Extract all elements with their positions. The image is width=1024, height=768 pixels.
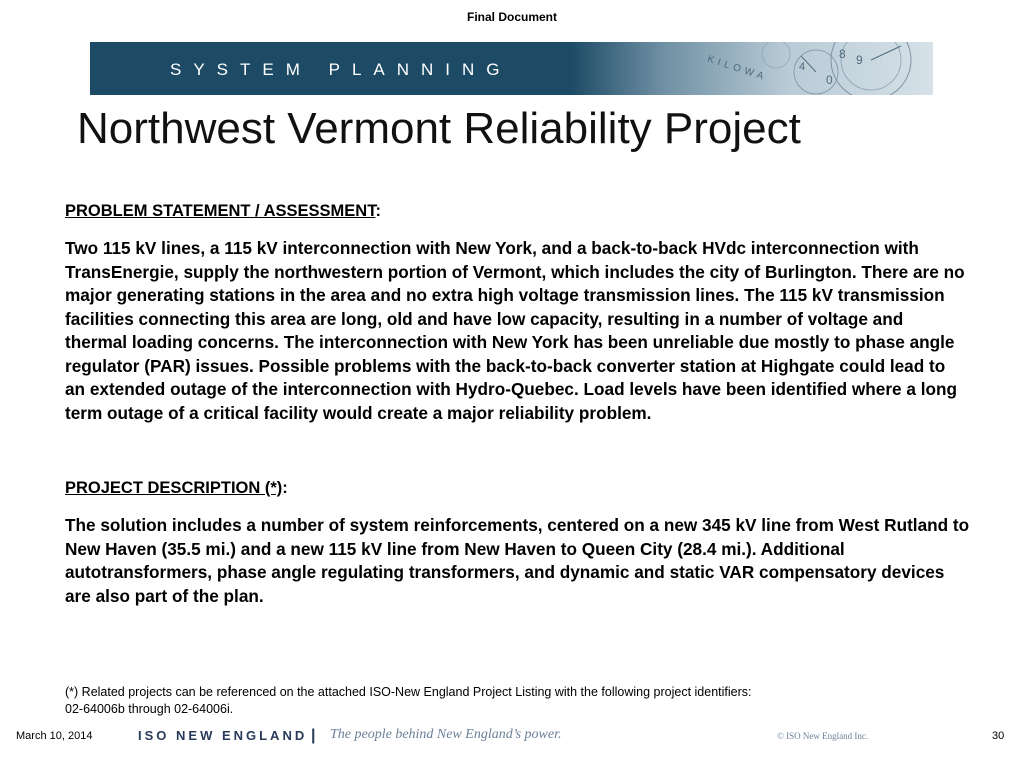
footer-separator: |: [311, 727, 316, 744]
note-line-1: (*) Related projects can be referenced on the attached ISO-New England Project Listing with the following project identifiers:: [65, 685, 752, 699]
footer-org-name: ISO NEW ENGLAND: [138, 728, 308, 743]
note-line-2: 02-64006b through 02-64006i.: [65, 702, 234, 716]
project-heading-colon: :: [282, 479, 288, 497]
project-description-body: The solution includes a number of system reinforcements, centered on a new 345 kV line from West Rutland to New Haven (35.5 mi.) and a new 115 kV line from New Haven to Queen City (28.4 mi.). Additional autotransformers, phase angle regulating transformers, and dynamic and static VAR compensatory devices are also part of the plan.: [65, 515, 970, 606]
svg-text:9: 9: [856, 53, 863, 67]
kilowatt-meter-graphic: [571, 42, 933, 95]
related-projects-note: [65, 684, 965, 718]
svg-text:0: 0: [826, 73, 833, 87]
svg-text:8: 8: [839, 47, 846, 61]
footer-date: March 10, 2014: [16, 730, 93, 742]
problem-statement-body: Two 115 kV lines, a 115 kV interconnection with New York, and a back-to-back HVdc interconnection with TransEnergie, supply the northwestern portion of Vermont, which includes the city of Burlington. There are no major generating stations in the area and no extra high voltage transmission lines. The 115 kV transmission facilities connecting this area are long, old and have low capacity, resulting in a number of voltage and thermal loading concerns. The interconnection with New York has been unreliable due mostly to phase angle regulator (PAR) issues. Possible problems with the back-to-back converter station at Highgate could lead to an extended outage of the interconnection with Hydro-Quebec. Load levels have been identified where a long term outage of a critical facility would create a major reliability problem.: [65, 238, 965, 423]
svg-text:4: 4: [799, 61, 806, 73]
banner-title: SYSTEM PLANNING: [170, 60, 512, 79]
problem-heading-colon: :: [375, 202, 381, 220]
problem-heading: [65, 202, 381, 221]
footer-tagline: The people behind New England’s power.: [330, 727, 562, 742]
page-number: 30: [992, 730, 1005, 742]
page-title: Northwest Vermont Reliability Project: [77, 104, 801, 153]
document-status-label: Final Document: [466, 10, 557, 24]
footer-copyright: © ISO New England Inc.: [777, 731, 869, 741]
problem-heading-text: PROBLEM STATEMENT / ASSESSMENT: [65, 202, 376, 220]
project-heading: [65, 479, 288, 498]
project-heading-text: PROJECT DESCRIPTION (*): [65, 479, 283, 497]
system-planning-banner: [90, 42, 933, 95]
svg-text:KILOWA: KILOWA: [705, 53, 769, 84]
footer: [0, 727, 1024, 747]
